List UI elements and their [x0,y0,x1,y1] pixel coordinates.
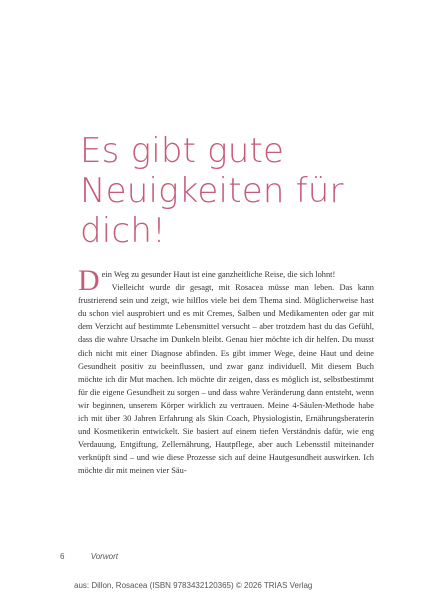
body-text [78,264,374,478]
copyright-watermark: aus: Dillon, Rosacea (ISBN 9783432120365) © 2026 TRIAS Verlag [74,581,313,590]
intro-paragraph [78,264,374,297]
chapter-title-line: Es gibt gute [80,130,285,171]
page-footer [60,552,118,561]
dropcap: D [78,264,100,297]
page-number: 6 [60,552,65,561]
chapter-title-line: dich! [80,210,166,251]
main-paragraph: Vielleicht wurde dir gesagt, mit Rosacea müsse man leben. Das kann frustrierend sein und zeigt, wie hilflos viele bei dem Thema sind. Möglicherweise hast du schon viel ausprobiert und es mit Cremes, Salben und Medikamenten oder gar mit dem Verzicht auf bestimmte Lebensmittel versucht – aber trotzdem hast du das Gefühl, dass die wahre Ursache im Dunkeln bleibt. Genau hier möchte ich dir helfen. Du musst dich nicht mit einer Diagnose abfinden. Es gibt immer Wege, deine Haut und deine Gesundheit positiv zu beeinflussen, und zwar ganz individuell. Mit diesem Buch möchte ich dir Mut machen. Ich möchte dir zeigen, dass es möglich ist, selbstbestimmt für die eigene Gesundheit zu sorgen – und dass wahre Veränderung dann entsteht, wenn wir beginnen, unserem Körper wirklich zu vertrauen. Meine 4-Säulen-Methode habe ich mit über 30 Jahren Erfahrung als Skin Coach, Physiologistin, Ernährungsberaterin und Kosmetikerin entwickelt. Sie basiert auf einem tiefen Verständnis dafür, wie eng Verdauung, Entgiftung, Zellernährung, Hautpflege, aber auch Lebensstil miteinander verknüpft sind – und wie diese Prozesse sich auf deine Hautgesundheit auswirken. Ich möchte dir mit meinen vier Säu- [78,283,374,476]
chapter-title [80,131,400,251]
running-head: Vorwort [90,552,118,561]
intro-paragraph-text: ein Weg zu gesunder Haut ist eine ganzheitliche Reise, die sich lohnt! [101,270,336,279]
chapter-title-line: Neuigkeiten für [80,170,344,211]
